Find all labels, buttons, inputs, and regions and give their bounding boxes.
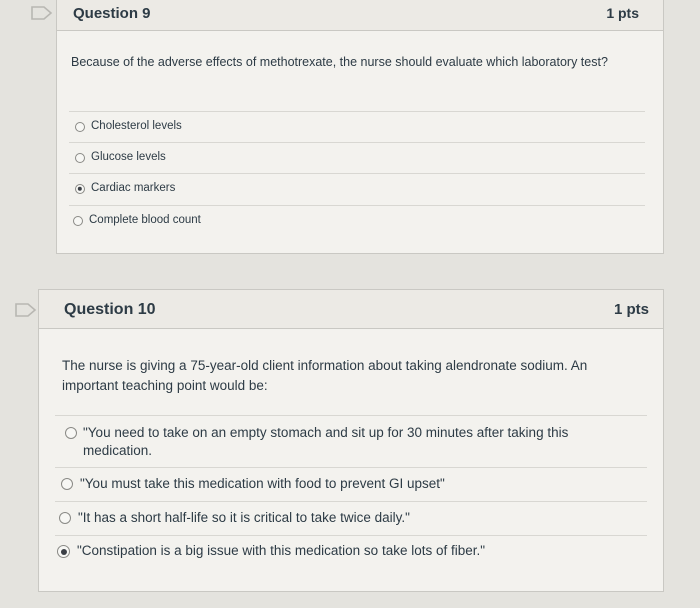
answer-label: "It has a short half-life so it is critical to take twice daily."	[78, 510, 410, 525]
answer-option[interactable]	[73, 214, 201, 226]
question-10-header	[39, 290, 663, 329]
divider	[69, 173, 645, 174]
flag-question-icon[interactable]	[15, 303, 37, 317]
radio-button[interactable]	[61, 478, 73, 490]
answer-label: Cardiac markers	[91, 182, 176, 194]
radio-button-selected[interactable]	[57, 545, 70, 558]
radio-button-selected[interactable]	[75, 184, 85, 194]
answer-option[interactable]	[59, 510, 410, 525]
radio-button[interactable]	[59, 512, 71, 524]
answer-option[interactable]	[57, 543, 485, 558]
divider	[69, 142, 645, 143]
radio-button[interactable]	[65, 427, 77, 439]
flag-question-icon[interactable]	[31, 6, 53, 20]
divider	[55, 467, 647, 468]
divider	[55, 501, 647, 502]
answer-option[interactable]	[75, 182, 175, 194]
question-title: Question 10	[64, 301, 156, 318]
question-9-card	[56, 0, 664, 254]
divider	[55, 415, 647, 416]
question-text: The nurse is giving a 75-year-old client information about taking alendronate sodium. An important teaching point would be:	[62, 358, 588, 393]
answer-label: Complete blood count	[89, 214, 201, 226]
answer-label: "Constipation is a big issue with this medication so take lots of fiber."	[77, 543, 486, 558]
answer-label: "You must take this medication with food to prevent GI upset"	[80, 476, 445, 491]
question-points: 1 pts	[613, 301, 649, 318]
answer-label: Cholesterol levels	[91, 120, 182, 132]
question-10-card	[38, 289, 664, 592]
radio-button[interactable]	[73, 216, 83, 226]
answer-option[interactable]	[75, 120, 182, 132]
question-text: Because of the adverse effects of methotrexate, the nurse should evaluate which laboratory test?	[71, 55, 608, 69]
divider	[69, 111, 645, 112]
question-points: 1 pts	[606, 5, 639, 21]
answer-label: Glucose levels	[91, 151, 166, 163]
answer-option[interactable]	[61, 476, 445, 491]
radio-button[interactable]	[75, 153, 85, 163]
question-title: Question 9	[73, 5, 151, 22]
answer-option[interactable]	[65, 424, 595, 460]
question-9-header	[57, 0, 663, 31]
answer-option[interactable]	[75, 151, 166, 163]
divider	[55, 535, 647, 536]
radio-button[interactable]	[75, 122, 85, 132]
answer-label: "You need to take on an empty stomach and sit up for 30 minutes after taking this medication.	[83, 425, 569, 459]
divider	[69, 205, 645, 206]
